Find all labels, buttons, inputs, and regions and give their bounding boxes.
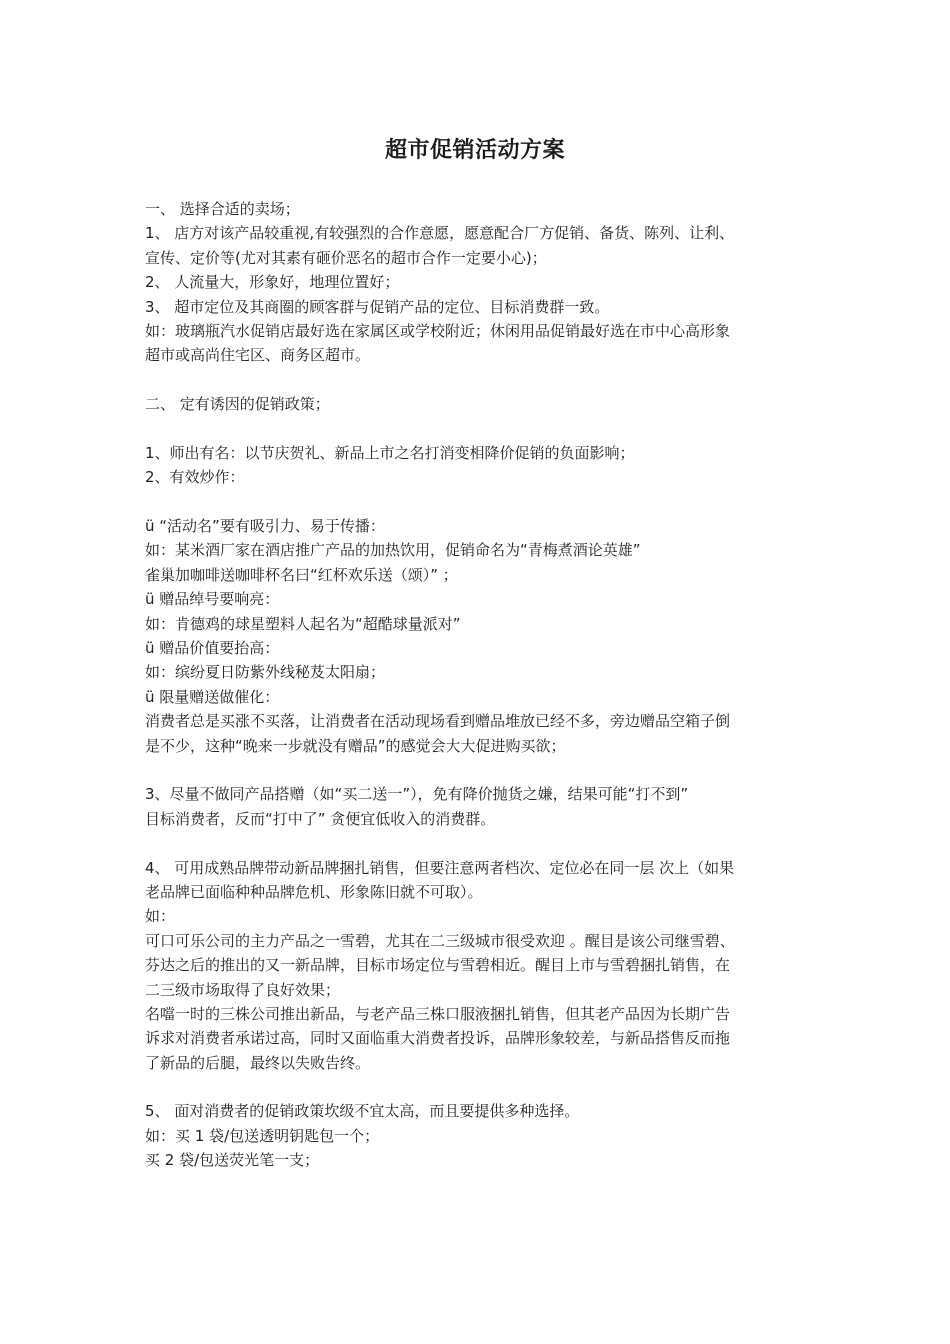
blank-line — [145, 1075, 805, 1099]
text-line: 如：肯德鸡的球星塑料人起名为“超酷球量派对” — [145, 614, 461, 633]
text-line: 2、有效炒作： — [145, 468, 245, 487]
blank-line — [145, 831, 805, 855]
text-line: 消费者总是买涨不买落，让消费者在活动现场看到赠品堆放已经不多，旁边赠品空箱子倒 — [145, 712, 731, 731]
text-line: 如：某米酒厂家在酒店推广产品的加热饮用，促销命名为“青梅煮酒论英雄” — [145, 541, 641, 560]
text-line: 如： — [145, 907, 176, 926]
text-line: 芬达之后的推出的又一新品牌，目标市场定位与雪碧相近。醒目上市与雪碧捆扎销售，在 — [145, 956, 731, 975]
text-line: 3、 超市定位及其商圈的顾客群与促销产品的定位、目标消费群一致。 — [145, 297, 610, 316]
text-line: 4、 可用成熟品牌带动新品牌捆扎销售，但要注意两者档次、定位必在同一层 次上（如果 — [145, 858, 735, 877]
text-line: 老品牌已面临种种品牌危机、形象陈旧就不可取）。 — [145, 882, 483, 901]
text-line: 如：缤纷夏日防紫外线秘芨太阳扇； — [145, 663, 386, 682]
text-line: 超市或高尚住宅区、商务区超市。 — [145, 346, 371, 365]
blank-line — [145, 417, 805, 441]
text-line: 2、 人流量大，形象好，地理位置好； — [145, 273, 400, 292]
text-line: 买 2 袋/包送荧光笔一支； — [145, 1151, 320, 1170]
text-line: 二、 定有诱因的促销政策； — [145, 395, 330, 414]
text-line: 目标消费者，反而“打中了” 贪便宜低收入的消费群。 — [145, 809, 496, 828]
blank-line — [145, 758, 805, 782]
text-line: 二三级市场取得了良好效果； — [145, 980, 341, 999]
text-line: 1、师出有名：以节庆贺礼、新品上市之名打消变相降价促销的负面影响； — [145, 443, 635, 462]
text-line: 诉求对消费者承诺过高，同时又面临重大消费者投诉，品牌形象较差，与新品搭售反而拖 — [145, 1029, 731, 1048]
text-line: 3、尽量不做同产品搭赠（如“买二送一”），免有降价抛货之嫌，结果可能“打不到” — [145, 785, 689, 804]
text-line: 宣传、定价等(尤对其素有砸价恶名的超市合作一定要小心)； — [145, 248, 547, 267]
blank-line — [145, 368, 805, 392]
text-line: 雀巢加咖啡送咖啡杯名曰“红杯欢乐送（颂）” ； — [145, 565, 458, 584]
text-line: 1、 店方对该产品较重视,有较强烈的合作意愿，愿意配合厂方促销、备货、陈列、让利、 — [145, 224, 735, 243]
document-body — [145, 197, 805, 1173]
text-line: 一、 选择合适的卖场； — [145, 200, 300, 218]
text-line: 可口可乐公司的主力产品之一雪碧，尤其在二三级城市很受欢迎 。醒目是该公司继雪碧、 — [145, 931, 735, 950]
text-line: 如：玻璃瓶汽水促销店最好选在家属区或学校附近；休闲用品促销最好选在市中心高形象 — [145, 321, 731, 340]
text-line: ü 限量赠送做催化： — [145, 687, 280, 706]
text-line: 了新品的后腿，最终以失败告终。 — [145, 1053, 371, 1072]
text-line: 是不少，这种“晚来一步就没有赠品”的感觉会大大促进购买欲； — [145, 736, 566, 755]
text-line: 名噹一时的三株公司推出新品，与老产品三株口服液捆扎销售，但其老产品因为长期广告 — [145, 1004, 731, 1023]
text-line: 如：买 1 袋/包送透明钥匙包一个； — [145, 1126, 380, 1145]
document-title: 超市促销活动方案 — [384, 138, 565, 163]
text-line: ü “活动名”要有吸引力、易于传播： — [145, 517, 385, 536]
text-line: 5、 面对消费者的促销政策坎级不宜太高，而且要提供多种选择。 — [145, 1102, 580, 1121]
blank-line — [145, 490, 805, 514]
text-line: ü 赠品绰号要响亮： — [145, 590, 280, 609]
text-line: ü 赠品价值要抬高： — [145, 639, 280, 658]
